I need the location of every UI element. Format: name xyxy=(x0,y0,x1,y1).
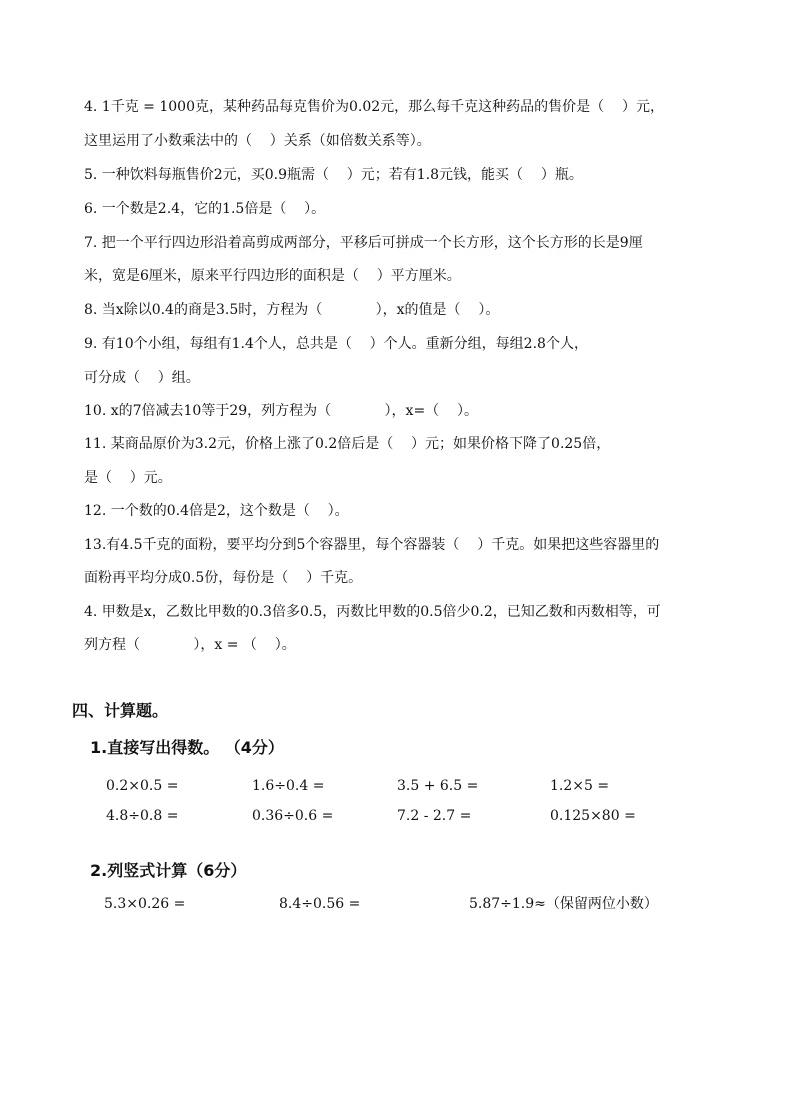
section-4-title: 四、计算题。 xyxy=(72,701,169,720)
calc-item: 7.2 - 2.7 = xyxy=(397,808,472,824)
question-line: 列方程（ ），x = （ ）。 xyxy=(84,637,296,653)
question-line: 6. 一个数是2.4，它的1.5倍是（ ）。 xyxy=(84,201,326,217)
question-line: 10. x的7倍减去10等于29，列方程为（ ），x=（ ）。 xyxy=(84,403,478,419)
question-line: 9. 有10个小组，每组有1.4个人，总共是（ ）个人。重新分组，每组2.8个人， xyxy=(84,336,588,352)
calc-item: 0.2×0.5 = xyxy=(106,778,179,794)
question-line: 可分成（ ）组。 xyxy=(84,370,200,386)
question-line: 8. 当x除以0.4的商是3.5时，方程为（ ），x的值是（ ）。 xyxy=(84,302,500,318)
calc-item: 3.5 + 6.5 = xyxy=(397,778,479,794)
part-1-title: 1.直接写出得数。 （4分） xyxy=(90,738,284,757)
question-line: 米，宽是6厘米，原来平行四边形的面积是（ ）平方厘米。 xyxy=(84,268,461,284)
question-line: 7. 把一个平行四边形沿着高剪成两部分，平移后可拼成一个长方形，这个长方形的长是9厘 xyxy=(84,235,643,251)
question-line: 13.有4.5千克的面粉，要平均分到5个容器里，每个容器装（ ）千克。如果把这些容器里的 xyxy=(84,537,660,553)
calc-item: 5.3×0.26 = xyxy=(104,896,186,912)
question-line: 4. 1千克 = 1000克，某种药品每克售价为0.02元，那么每千克这种药品的售价是（ ）元， xyxy=(84,99,664,115)
calc-item: 1.2×5 = xyxy=(550,778,610,794)
question-line: 4. 甲数是x，乙数比甲数的0.3倍多0.5，丙数比甲数的0.5倍少0.2，已知乙数和丙数相等，可 xyxy=(84,604,661,620)
question-line: 5. 一种饮料每瓶售价2元，买0.9瓶需（ ）元；若有1.8元钱，能买（ ）瓶。 xyxy=(84,167,583,183)
question-line: 11. 某商品原价为3.2元，价格上涨了0.2倍后是（ ）元；如果价格下降了0.25倍， xyxy=(84,436,611,452)
calc-item: 4.8÷0.8 = xyxy=(106,808,179,824)
calc-item: 0.36÷0.6 = xyxy=(252,808,334,824)
part-2-title: 2.列竖式计算（6分） xyxy=(90,861,247,880)
question-line: 面粉再平均分成0.5份，每份是（ ）千克。 xyxy=(84,570,363,586)
question-line: 是（ ）元。 xyxy=(84,470,172,486)
question-line: 12. 一个数的0.4倍是2，这个数是（ ）。 xyxy=(84,503,349,519)
calc-item: 8.4÷0.56 = xyxy=(279,896,361,912)
calc-item: 5.87÷1.9≈（保留两位小数） xyxy=(469,896,658,912)
calc-item: 1.6÷0.4 = xyxy=(252,778,325,794)
question-line: 这里运用了小数乘法中的（ ）关系（如倍数关系等）。 xyxy=(84,133,431,149)
calc-item: 0.125×80 = xyxy=(550,808,636,824)
